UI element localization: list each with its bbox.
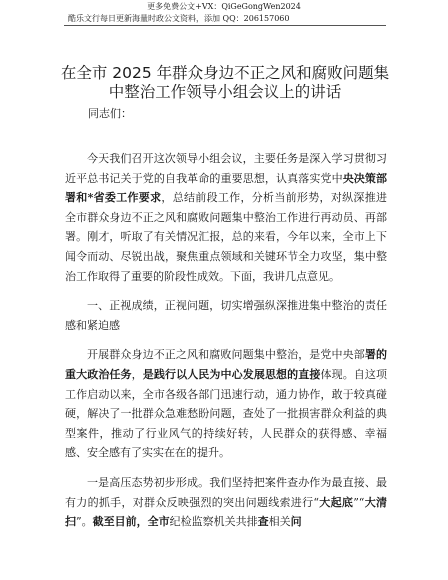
point1-text-g: 纪检监察机关共排 [169, 515, 258, 529]
point1-text-e: ”。 [76, 515, 93, 529]
sec1-bold-b: 是践行以人民为中心发展思想的直接 [142, 367, 321, 381]
paragraph-section-1 [65, 345, 387, 463]
section-heading-1: 一、正视成绩，正视问题，切实增强纵深推进集中整治的责任感和紧迫感 [65, 299, 387, 332]
header-source-line: 酷乐文行每日更新海量时政公文资料，添加 QQ：206157060 [68, 14, 290, 23]
intro-text-a: 今天我们召开这次领导小组会议，主要任务是深入学习贯彻习近平总书记关于党的自我革命的重要思想，认真落实党中 [65, 152, 387, 185]
point1-bold-b: 大清扫 [65, 495, 388, 529]
sec1-text-c: ， [131, 367, 143, 381]
intro-text-c: ，总结前段工作，分析当前形势，对纵深推进全市群众身边不正之风和腐败问题集中整治工作进行再动员、再部署。刚才，听取了有关情况汇报，总的来看，今年以来，全市上下闻令而动、尽锐出战，聚焦重点领域和关键环节全力攻坚，集中整治工作取得了重要的阶段性成效。下面，我讲几点意见。 [65, 191, 387, 283]
sec1-text-a: 开展群众身边不正之风和腐败问题集中整治，是党中央部 [87, 348, 365, 362]
paragraph-intro [65, 149, 387, 286]
point1-bold-e: 问 [290, 515, 302, 529]
sec1-text-e: 体现。自这项工作启动以来，全市各级各部门迅速行动，通力协作，敢于较真碰硬，解决了一批群众急难愁盼问题，查处了一批损害群众利益的典型案件，推动了行业风气的持续好转，人民群众的获得感、幸福感、安全感有了实实在在的提升。 [65, 367, 388, 460]
header-divider [64, 25, 386, 26]
intro-bold-text: 央决策部署和*省委工作要求 [65, 171, 388, 205]
point1-bold-a: 大起底 [319, 495, 354, 509]
point1-text-a: 一是高压态势初步形成。我们坚持把案件查办作为最直接、最有力的抓手，对群众反映强烈的突出问题线索进行“ [65, 475, 387, 509]
point1-bold-d: 查 [257, 515, 269, 529]
salutation: 同志们： [88, 107, 132, 120]
header-promo-line: 更多免费公文+VX：QiGeGongWen2024 [147, 2, 301, 11]
paragraph-point-1 [65, 473, 387, 532]
point1-text-i: 相关 [268, 515, 291, 529]
document-body [65, 149, 387, 532]
document-title: 在全市 2025 年群众身边不正之风和腐败问题集 中整治工作领导小组会议上的讲话 [60, 64, 390, 101]
sec1-bold-a: 署的重大政治任务 [65, 348, 388, 381]
point1-text-c: ”“ [353, 495, 365, 509]
point1-bold-c: 截至目前，全市 [92, 515, 170, 529]
